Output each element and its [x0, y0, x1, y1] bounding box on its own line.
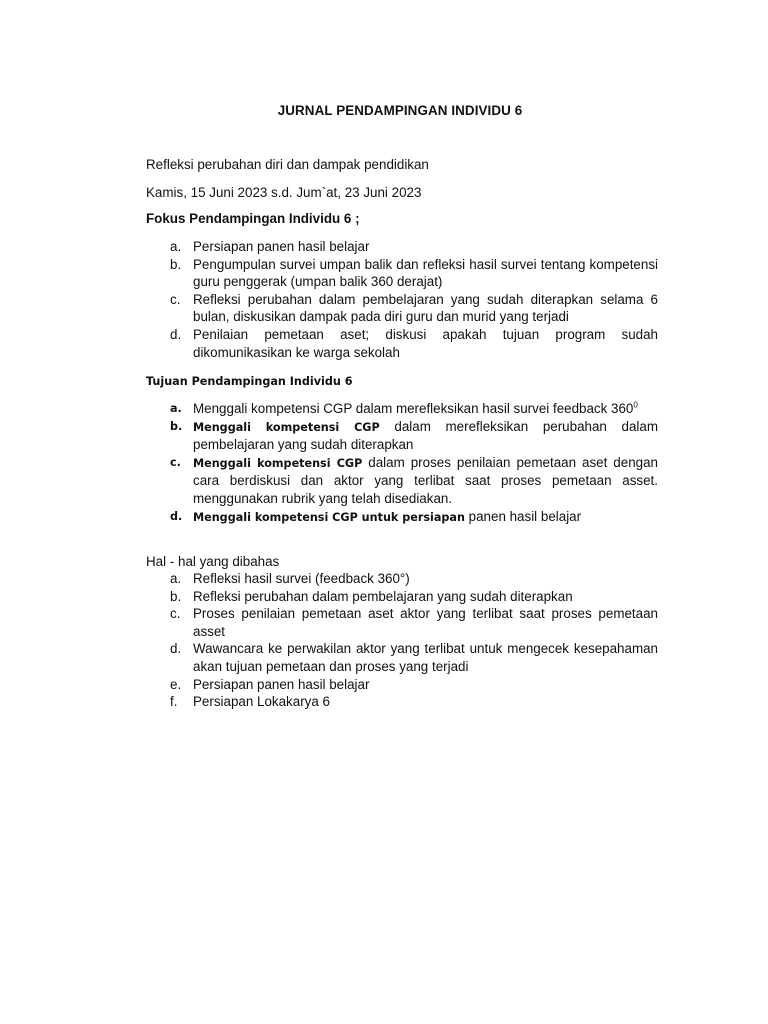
list-item-text: Proses penilaian pemetaan aset aktor yang terlibat saat proses pemetaan asset	[193, 606, 658, 639]
list-item-text: Refleksi hasil survei (feedback 360°)	[193, 571, 410, 586]
list-item-lead: Menggali kompetensi CGP	[193, 456, 363, 470]
list-marker: d.	[170, 326, 182, 342]
superscript: 0	[633, 400, 638, 410]
hal-list	[146, 570, 658, 711]
list-item-text: Menggali kompetensi CGP dalam merefleksikan hasil survei feedback 360	[193, 401, 634, 416]
list-item-text: panen hasil belajar	[464, 508, 582, 524]
list-item	[146, 256, 658, 291]
list-item-text: Penilaian pemetaan aset; diskusi apakah tujuan program sudah dikomunikasikan ke warga sekolah	[193, 326, 658, 360]
list-marker: b.	[170, 588, 182, 604]
list-marker: c.	[170, 606, 181, 622]
list-item	[146, 400, 658, 418]
hal-heading: Hal - hal yang dibahas	[146, 554, 280, 569]
list-marker: c.	[170, 291, 181, 307]
list-item-text: dalam proses penilaian pemetaan aset dengan cara berdiskusi dan aktor yang terlibat saat proses pemetaan asset. menggunakan rubrik yang telah disediakan.	[193, 454, 658, 506]
list-item-lead: Menggali kompetensi CGP	[193, 420, 380, 434]
list-item	[146, 588, 658, 606]
focus-list	[146, 238, 658, 361]
list-item	[146, 570, 658, 588]
list-item	[146, 326, 658, 361]
list-item-text: Refleksi perubahan dalam pembelajaran yang sudah diterapkan selama 6 bulan, diskusikan dampak pada diri guru dan murid yang terjadi	[193, 291, 658, 325]
list-marker: e.	[170, 676, 182, 692]
list-item	[146, 418, 658, 454]
list-item	[146, 640, 658, 675]
focus-heading: Fokus Pendampingan Individu 6 ;	[146, 211, 360, 226]
date-range: Kamis, 15 Juni 2023 s.d. Jum`at, 23 Juni 2023	[146, 185, 422, 200]
list-item	[146, 693, 658, 711]
list-item-text: dalam merefleksikan perubahan dalam pembelajaran yang sudah diterapkan	[193, 418, 659, 453]
list-marker: d.	[170, 509, 183, 523]
tujuan-list	[146, 400, 658, 526]
list-item-text: Pengumpulan survei umpan balik dan refleksi hasil survei tentang kompetensi guru penggerak (umpan balik 360 derajat)	[193, 256, 658, 290]
document-title: JURNAL PENDAMPINGAN INDIVIDU 6	[277, 103, 523, 118]
list-item-text: Persiapan Lokakarya 6	[193, 694, 330, 710]
list-item-lead: Menggali kompetensi CGP untuk persiapan	[193, 510, 465, 524]
list-marker: a.	[170, 571, 182, 586]
list-item	[146, 454, 658, 508]
list-item	[146, 605, 658, 640]
list-item	[146, 676, 658, 694]
list-item	[146, 508, 658, 527]
list-item-text: Wawancara ke perwakilan aktor yang terlibat untuk mengecek kesepahaman akan tujuan pemetaan dan proses yang terjadi	[193, 641, 658, 674]
list-marker: b.	[170, 256, 182, 272]
list-marker: a.	[170, 402, 182, 415]
list-item	[146, 238, 658, 256]
document-subtitle: Refleksi perubahan diri dan dampak pendidikan	[146, 157, 429, 172]
list-marker: a.	[170, 239, 182, 254]
list-marker: b.	[170, 419, 183, 433]
list-item	[146, 291, 658, 326]
list-marker: f.	[170, 694, 178, 710]
list-item-text: Persiapan panen hasil belajar	[193, 676, 370, 692]
list-item-text: Persiapan panen hasil belajar	[193, 239, 370, 254]
list-marker: c.	[170, 455, 181, 469]
list-marker: d.	[170, 641, 182, 657]
tujuan-heading: Tujuan Pendampingan Individu 6	[146, 375, 353, 388]
list-item-text: Refleksi perubahan dalam pembelajaran yang sudah diterapkan	[193, 588, 573, 604]
